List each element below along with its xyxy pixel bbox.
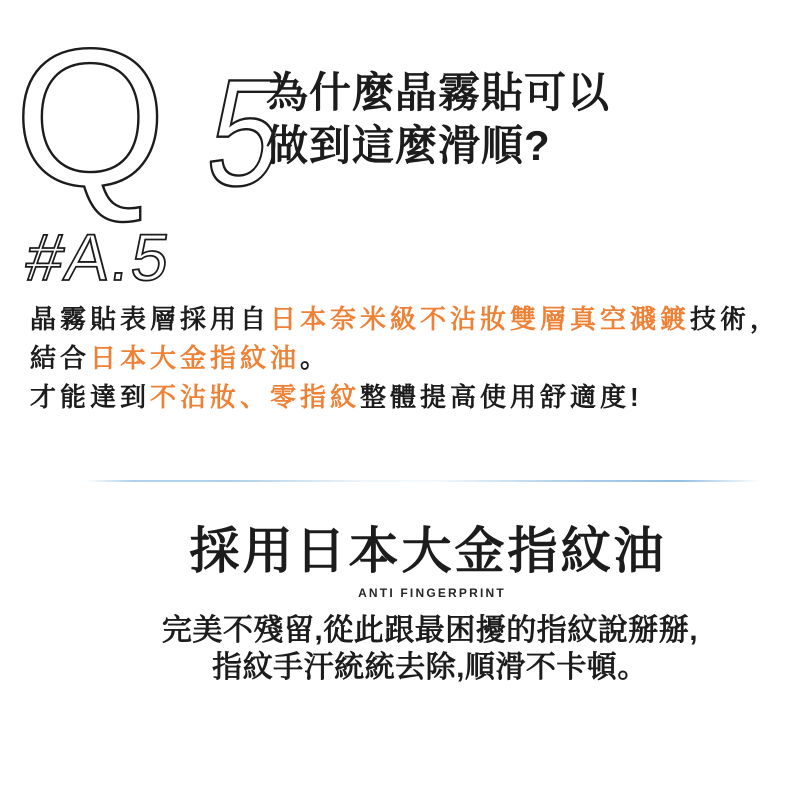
- answer-segment: 。: [300, 343, 331, 373]
- answer-segment: 晶霧貼表層採用自: [30, 304, 271, 334]
- answer-paragraph: [30, 300, 780, 417]
- question-title-line2: 做到這麼滑順?: [266, 122, 551, 169]
- question-mark: [14, 8, 296, 233]
- answer-segment-highlight: 不沾妝、零指紋: [150, 382, 361, 412]
- answer-segment: 整體提高使用舒適度!: [360, 382, 643, 412]
- question-title: [266, 66, 610, 172]
- answer-segment-highlight: 日本大金指紋油: [90, 343, 301, 373]
- feature-description: [30, 612, 800, 686]
- feature-heading: 採用日本大金指紋油: [189, 523, 667, 579]
- answer-label: #A.5: [21, 220, 176, 294]
- answer-segment-highlight: 日本奈米級不沾妝雙層真空濺鍍: [270, 304, 691, 334]
- section-divider: [85, 480, 760, 482]
- q-number: 5: [197, 48, 296, 218]
- answer-segment: 才能達到: [30, 382, 151, 412]
- feature-description-line1: 完美不殘留,從此跟最困擾的指紋說掰掰,: [161, 614, 699, 647]
- q-letter: Q: [14, 8, 167, 227]
- answer-line: [30, 339, 780, 378]
- feature-subheading: ANTI FINGERPRINT: [358, 586, 506, 600]
- answer-segment: 技術，: [690, 304, 781, 334]
- answer-line: [30, 300, 780, 339]
- answer-segment: 結合: [30, 343, 91, 373]
- question-title-line1: 為什麼晶霧貼可以: [266, 69, 611, 116]
- feature-description-line2: 指紋手汗統統去除,順滑不卡頓。: [212, 651, 648, 684]
- answer-line: [30, 378, 780, 417]
